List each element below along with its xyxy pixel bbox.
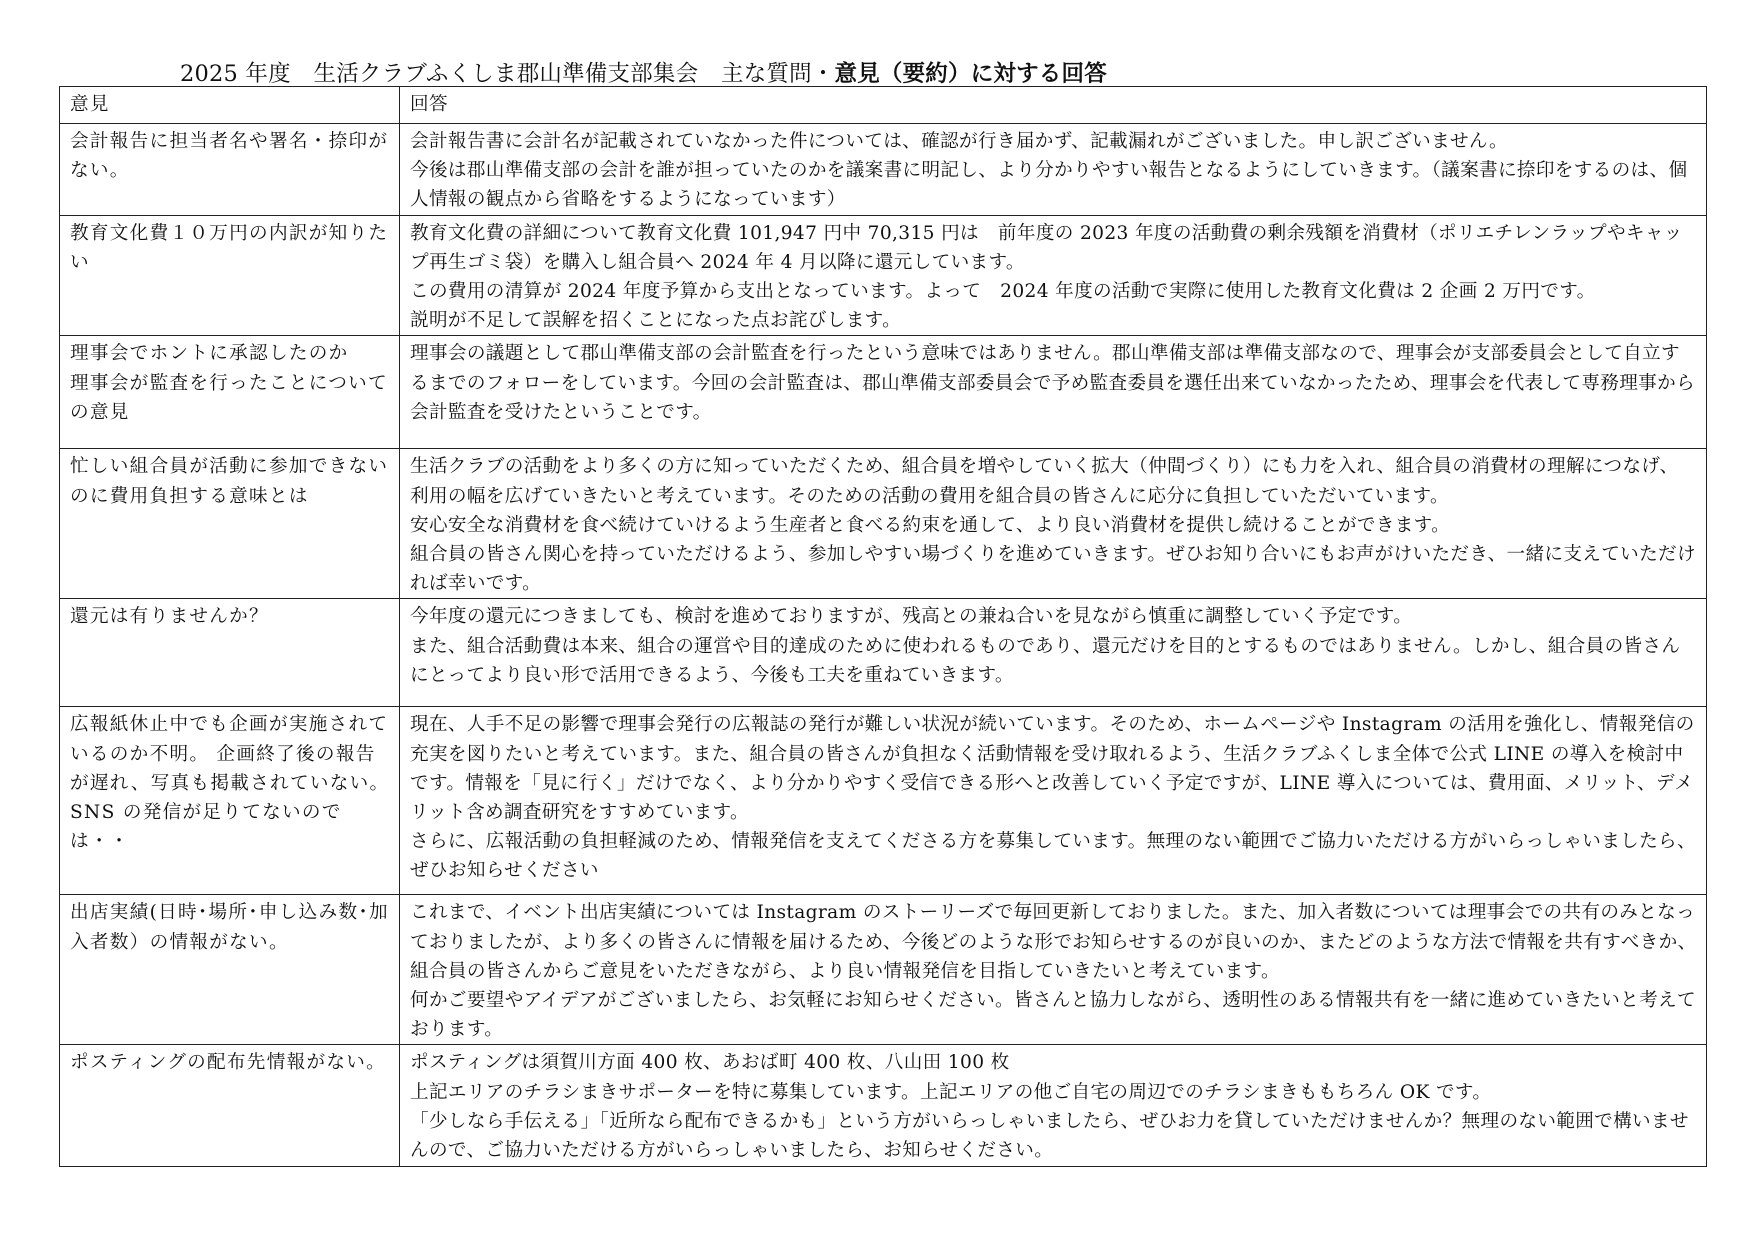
answer-text: 組合員の皆さん関心を持っていただけるよう、参加しやすい場づくりを進めていきます。ぜひお知り合いにもお声がけいただき、一緒に支えていただければ幸いです。	[410, 544, 1696, 595]
answer-text: この費用の清算が 2024 年度予算から支出となっています。よって 2024 年度の活動で実際に使用した教育文化費は 2 企画 2 万円です。	[410, 281, 1596, 303]
answer-text: 今年度の還元につきましても、検討を進めておりますが、残高との兼ね合いを見ながら慎重に調整していく予定です。	[410, 606, 1413, 628]
opinion-cell	[60, 599, 400, 707]
answer-text: 上記エリアのチラシまきサポーターを特に募集しています。上記エリアの他ご自宅の周辺でのチラシまきももちろん OK です。	[410, 1081, 1492, 1103]
answer-text: ポスティングは須賀川方面 400 枚、あおば町 400 枚、八山田 100 枚	[410, 1052, 1010, 1074]
answer-text: 現在、人手不足の影響で理事会発行の広報誌の発行が難しい状況が続いています。そのため、ホームページや Instagram の活用を強化し、情報発信の充実を図りたいと考えています。また、組合員の皆さんが負担なく活動情報を受け取れるよう、生活クラブふくしま全体で公式 LINE の導入を検討中です。情報を「見に行く」だけでなく、より分かりやすく受信できる形へと改善していく予定ですが、LINE 導入については、費用面、メリット、デメリット含め調査研究をすすめています。	[410, 714, 1695, 824]
opinion-cell	[60, 895, 400, 1045]
answer-cell	[400, 599, 1707, 707]
answer-text: 会計報告書に会計名が記載されていなかった件については、確認が行き届かず、記載漏れがございました。申し訳ございません。	[410, 131, 1508, 152]
opinion-text: 出店実績(日時･場所･申し込み数･加入者数）の情報がない。	[70, 902, 389, 953]
answer-cell	[400, 124, 1707, 216]
opinion-cell	[60, 707, 400, 895]
answer-text: さらに、広報活動の負担軽減のため、情報発信を支えてくださる方を募集しています。無理のない範囲でご協力いただける方がいらっしゃいましたら、ぜひお知らせください	[410, 831, 1696, 882]
table-row	[60, 215, 1707, 336]
answer-cell	[400, 895, 1707, 1045]
page-title	[180, 56, 1107, 88]
opinion-text: 広報紙休止中でも企画が実施されているのか不明。 企画終了後の報告が遅れ、写真も掲載されていない。	[70, 714, 390, 794]
opinion-text: 理事会が監査を行ったことについての意見	[70, 372, 388, 423]
table-row	[60, 1045, 1707, 1167]
answer-cell	[400, 336, 1707, 449]
table-row	[60, 599, 1707, 707]
header-answer: 回答	[400, 87, 1707, 124]
opinion-cell	[60, 215, 400, 336]
opinion-cell	[60, 1045, 400, 1167]
header-opinion: 意見	[60, 87, 400, 124]
answer-text: 今後は郡山準備支部の会計を誰が担っていたのかを議案書に明記し、より分かりやすい報告となるようにしていきます。（議案書に捺印をするのは、個人情報の観点から省略をするようになっています）	[410, 160, 1688, 211]
answer-text: 安心安全な消費材を食べ続けていけるよう生産者と食べる約束を通して、より良い消費材を提供し続けることができます。	[410, 514, 1451, 536]
opinion-text: 忙しい組合員が活動に参加できないのに費用負担する意味とは	[70, 456, 389, 507]
answer-text: これまで、イベント出店実績については Instagram のストーリーズで毎回更新しておりました。また、加入者数については理事会での共有のみとなっておりましたが、より多くの皆さんに情報を届けるため、今後どのような形でお知らせするのが良いのか、またどのような方法で情報を共有すべきか、組合員の皆さんからご意見をいただきながら、より良い情報発信を目指していきたいと考えています。	[410, 902, 1697, 982]
answer-cell	[400, 449, 1707, 599]
opinion-text: 還元は有りませんか？	[70, 606, 269, 628]
header-row	[60, 87, 1707, 124]
table-row	[60, 336, 1707, 449]
opinion-text: 会計報告に担当者名や署名・捺印がない。	[70, 131, 389, 182]
answer-cell	[400, 215, 1707, 336]
opinion-cell	[60, 124, 400, 216]
opinion-cell	[60, 449, 400, 599]
table-row	[60, 895, 1707, 1045]
opinion-text: SNS の発信が足りてないのでは・・	[70, 802, 342, 853]
opinion-text: ポスティングの配布先情報がない。	[70, 1052, 387, 1074]
opinion-text: 教育文化費１０万円の内訳が知りたい	[70, 222, 389, 273]
answer-text: 生活クラブの活動をより多くの方に知っていただくため、組合員を増やしていく拡大（仲間づくり）にも力を入れ、組合員の消費材の理解につなげ、利用の幅を広げていきたいと考えています。そのための活動の費用を組合員の皆さんに応分に負担していただいています。	[410, 456, 1679, 507]
answer-text: 教育文化費の詳細について教育文化費 101,947 円中 70,315 円は 前年度の 2023 年度の活動費の剰余残額を消費材（ポリエチレンラップやキャップ再生ゴミ袋）を購入し組合員へ 2024 年 4 月以降に還元しています。	[410, 222, 1683, 273]
qa-table	[59, 86, 1707, 1167]
opinion-text: 理事会でホントに承認したのか	[70, 343, 349, 365]
answer-text: また、組合活動費は本来、組合の運営や目的達成のために使われるものであり、還元だけを目的とするものではありません。しかし、組合員の皆さんにとってより良い形で活用できるよう、今後も工夫を重ねていきます。	[410, 635, 1681, 686]
answer-cell	[400, 707, 1707, 895]
answer-text: 「少しなら手伝える」「近所なら配布できるかも」という方がいらっしゃいましたら、ぜひお力を貸していただけませんか？無理のない範囲で構いませんので、ご協力いただける方がいらっしゃいましたら、お知らせください。	[410, 1110, 1689, 1162]
table-row	[60, 707, 1707, 895]
answer-cell	[400, 1045, 1707, 1167]
table-row	[60, 449, 1707, 599]
table-row	[60, 124, 1707, 216]
answer-text: 理事会の議題として郡山準備支部の会計監査を行ったという意味ではありません。郡山準備支部は準備支部なので、理事会が支部委員会として自立するまでのフォローをしています。今回の会計監査は、郡山準備支部委員会で予め監査委員を選任出来ていなかったため、理事会を代表して専務理事から会計監査を受けたということです。	[410, 343, 1696, 423]
answer-text: 何かご要望やアイデアがございましたら、お気軽にお知らせください。皆さんと協力しながら、透明性のある情報共有を一緒に進めていきたいと考えております。	[410, 990, 1696, 1041]
opinion-cell	[60, 336, 400, 449]
answer-text: 説明が不足して誤解を招くことになった点お詫びします。	[410, 310, 902, 332]
page-title-bold: 意見（要約）に対する回答	[834, 61, 1107, 87]
page-title-main: 2025 年度 生活クラブふくしま郡山準備支部集会 主な質問・	[180, 61, 835, 87]
